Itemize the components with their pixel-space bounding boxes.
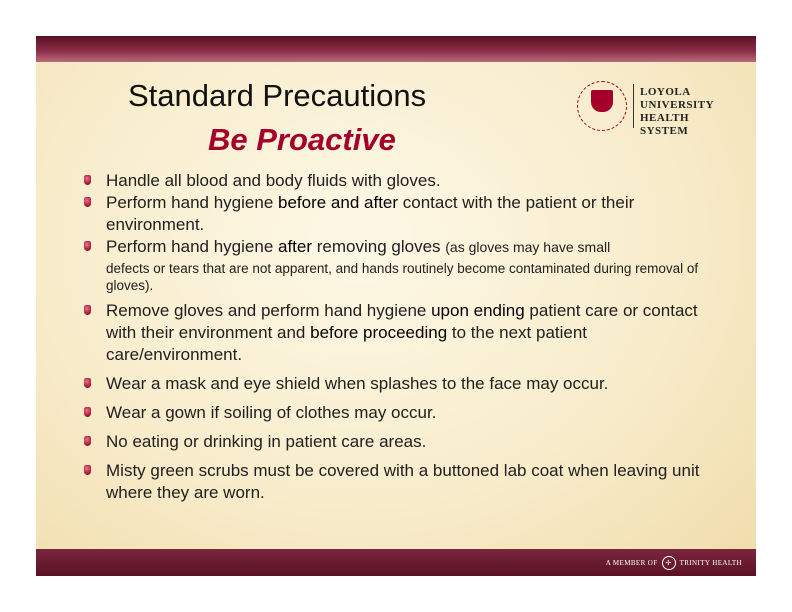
footer-banner xyxy=(36,549,756,576)
list-item: Wear a gown if soiling of clothes may occur. xyxy=(84,402,724,424)
list-item: No eating or drinking in patient care areas. xyxy=(84,431,724,453)
footer-membership: A MEMBER OF ✢ TRINITY HEALTH xyxy=(606,549,742,576)
trinity-health-icon: ✢ xyxy=(662,556,676,570)
bullet-icon xyxy=(84,305,91,315)
slide-title: Standard Precautions xyxy=(128,78,427,113)
bullet-icon xyxy=(84,378,91,388)
slide-subtitle: Be Proactive xyxy=(208,122,396,157)
bullet-icon xyxy=(84,175,91,185)
gloves-note: defects or tears that are not apparent, and hands routinely become contaminated during removal of gloves). xyxy=(106,261,699,293)
university-seal-icon xyxy=(576,80,628,132)
bullet-icon xyxy=(84,436,91,446)
logo-divider xyxy=(633,84,634,128)
list-item: Wear a mask and eye shield when splashes to the face may occur. xyxy=(84,373,724,395)
bullet-icon xyxy=(84,241,91,251)
bullet-icon xyxy=(84,465,91,475)
list-item: Perform hand hygiene before and after contact with the patient or their environment. xyxy=(84,192,724,236)
list-item: Handle all blood and body fluids with gloves. xyxy=(84,170,724,192)
list-item: Perform hand hygiene after removing gloves (as gloves may have small defects or tears that are not apparent, and hands routinely become contaminated during removal of gloves). xyxy=(84,236,724,294)
bullet-icon xyxy=(84,407,91,417)
slide xyxy=(36,36,756,576)
list-item: Misty green scrubs must be covered with a buttoned lab coat when leaving unit where they are worn. xyxy=(84,460,724,504)
precautions-list xyxy=(84,170,724,504)
top-banner xyxy=(36,36,756,62)
bullet-icon xyxy=(84,197,91,207)
list-item: Remove gloves and perform hand hygiene upon ending patient care or contact with their environment and before proceeding to the next patient care/environment. xyxy=(84,300,724,366)
logo-wordmark: LOYOLA UNIVERSITY HEALTH SYSTEM xyxy=(640,86,715,137)
loyola-logo xyxy=(576,80,736,137)
